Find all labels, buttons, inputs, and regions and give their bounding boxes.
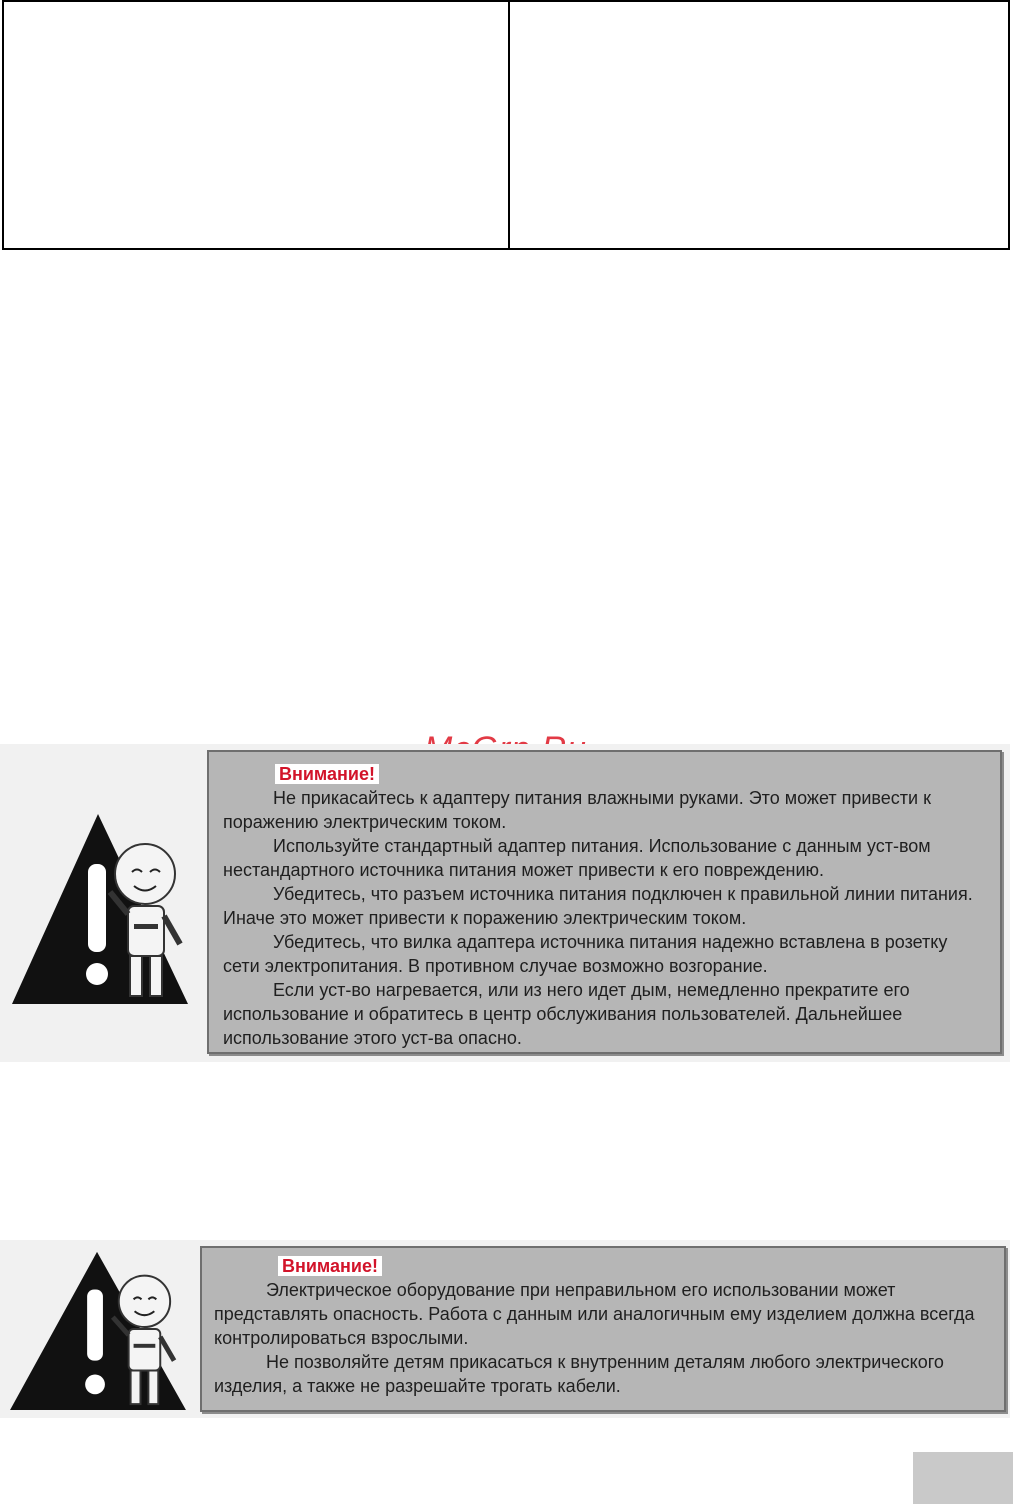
- warning-paragraph: Если уст-во нагревается, или из него идет дым, немедленно прекратите его использование и обратитесь в центр обслуживания пользователей. Дальнейшее использование этого уст-ва опасно.: [223, 980, 910, 1048]
- warning-triangle-robot-icon: [10, 804, 192, 1014]
- warning-panel: [207, 750, 1002, 1054]
- table-cell-left: [4, 2, 510, 248]
- warning-block-power-adapter: [0, 744, 1010, 1062]
- empty-table: [2, 0, 1010, 250]
- warning-panel: [200, 1246, 1006, 1412]
- warning-paragraph: Электрическое оборудование при неправильном его использовании может представлять опасность. Работа с данным или аналогичным ему изделием должна всегда контролироваться взрослыми.: [214, 1280, 975, 1348]
- warning-paragraph: Используйте стандартный адаптер питания. Использование с данным уст-вом нестандартного источника питания может привести к его повреждению.: [223, 836, 931, 880]
- warning-block-child-safety: [0, 1240, 1010, 1418]
- page-number-tab: [913, 1452, 1013, 1504]
- warning-paragraph: Убедитесь, что вилка адаптера источника питания надежно вставлена в розетку сети электропитания. В противном случае возможно возгорание.: [223, 932, 948, 976]
- warning-title: Внимание!: [278, 1256, 382, 1276]
- table-cell-right: [510, 2, 1008, 248]
- warning-paragraph: Не позволяйте детям прикасаться к внутренним деталям любого электрического изделия, а также не разрешайте трогать кабели.: [214, 1352, 944, 1396]
- warning-paragraph: Убедитесь, что разъем источника питания подключен к правильной линии питания. Иначе это может привести к поражению электрическим током.: [223, 884, 973, 928]
- warning-paragraph: Не прикасайтесь к адаптеру питания влажными руками. Это может привести к поражению электрическим током.: [223, 788, 931, 832]
- warning-triangle-robot-icon: [8, 1246, 188, 1414]
- warning-title: Внимание!: [275, 764, 379, 784]
